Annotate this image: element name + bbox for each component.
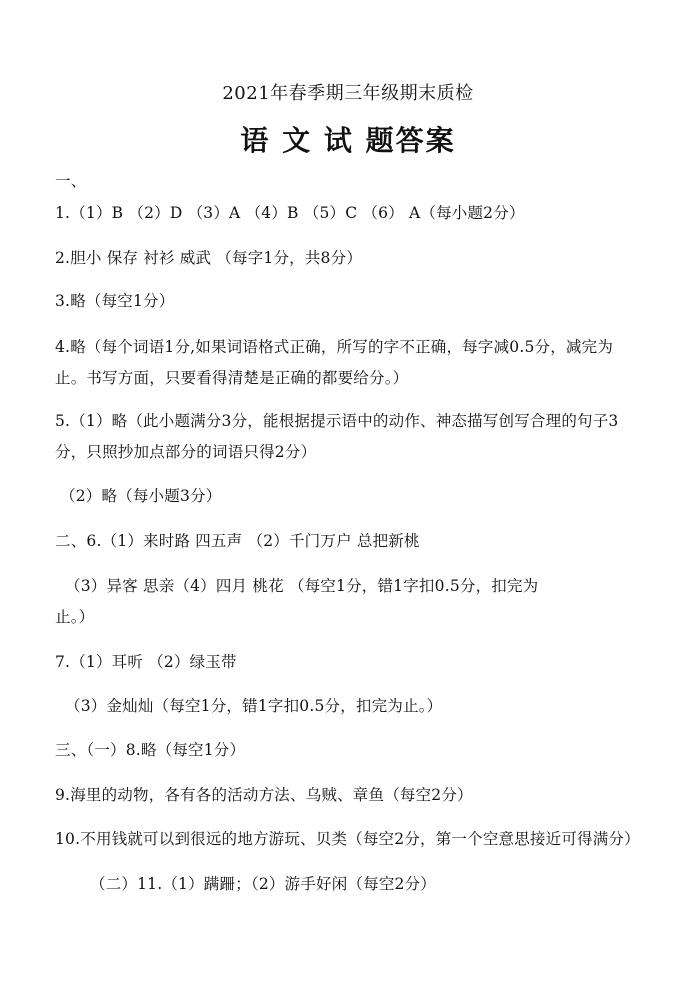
answer-line-q11: （二）11.（1）蹒跚；（2）游手好闲（每空2分） [90,875,436,893]
answer-line-q4-cont: 止。书写方面，只要看得清楚是正确的都要给分。） [55,369,409,387]
answer-key-heading: 语 文 试 题答案 [240,124,456,157]
answer-line-q6-cont: 止。） [55,608,95,626]
answer-line-q7-part3: （3）金灿灿（每空1分，错1字扣0.5分，扣完为止。） [65,697,443,715]
answer-line-q9: 9.海里的动物，各有各的活动方法、乌贼、章鱼（每空2分） [55,786,473,804]
answer-line-q1: 1.（1）B （2）D （3）A （4）B （5）C （6） A（每小题2分） [55,204,525,222]
answer-line-q5-cont: 分，只照抄加点部分的词语只得2分） [55,443,317,461]
section-one-heading: 一、 [55,172,87,190]
answer-line-q4: 4.略（每个词语1分,如果词语格式正确，所写的字不正确，每字减0.5分，减完为 [55,338,614,356]
answer-line-q7: 7.（1）耳听 （2）绿玉带 [55,653,237,671]
answer-line-q6: 二、6.（1）来时路 四五声 （2）千门万户 总把新桃 [55,532,420,550]
exam-title: 2021年春季期三年级期末质检 [222,83,474,104]
answer-line-q8: 三、（一）8.略（每空1分） [55,741,246,759]
answer-line-q3: 3.略（每空1分） [55,292,175,310]
answer-line-q5-part2: （2）略（每小题3分） [60,487,222,505]
answer-line-q5: 5.（1）略（此小题满分3分，能根据提示语中的动作、神态描写创写合理的句子3 [55,412,619,430]
answer-line-q10: 10.不用钱就可以到很远的地方游玩、贝类（每空2分，第一个空意思接近可得满分） [55,830,640,848]
answer-line-q2: 2.胆小 保存 衬衫 威武 （每字1分，共8分） [55,249,363,267]
answer-line-q6-part3: （3）异客 思亲（4）四月 桃花 （每空1分，错1字扣0.5分，扣完为 [65,577,539,595]
